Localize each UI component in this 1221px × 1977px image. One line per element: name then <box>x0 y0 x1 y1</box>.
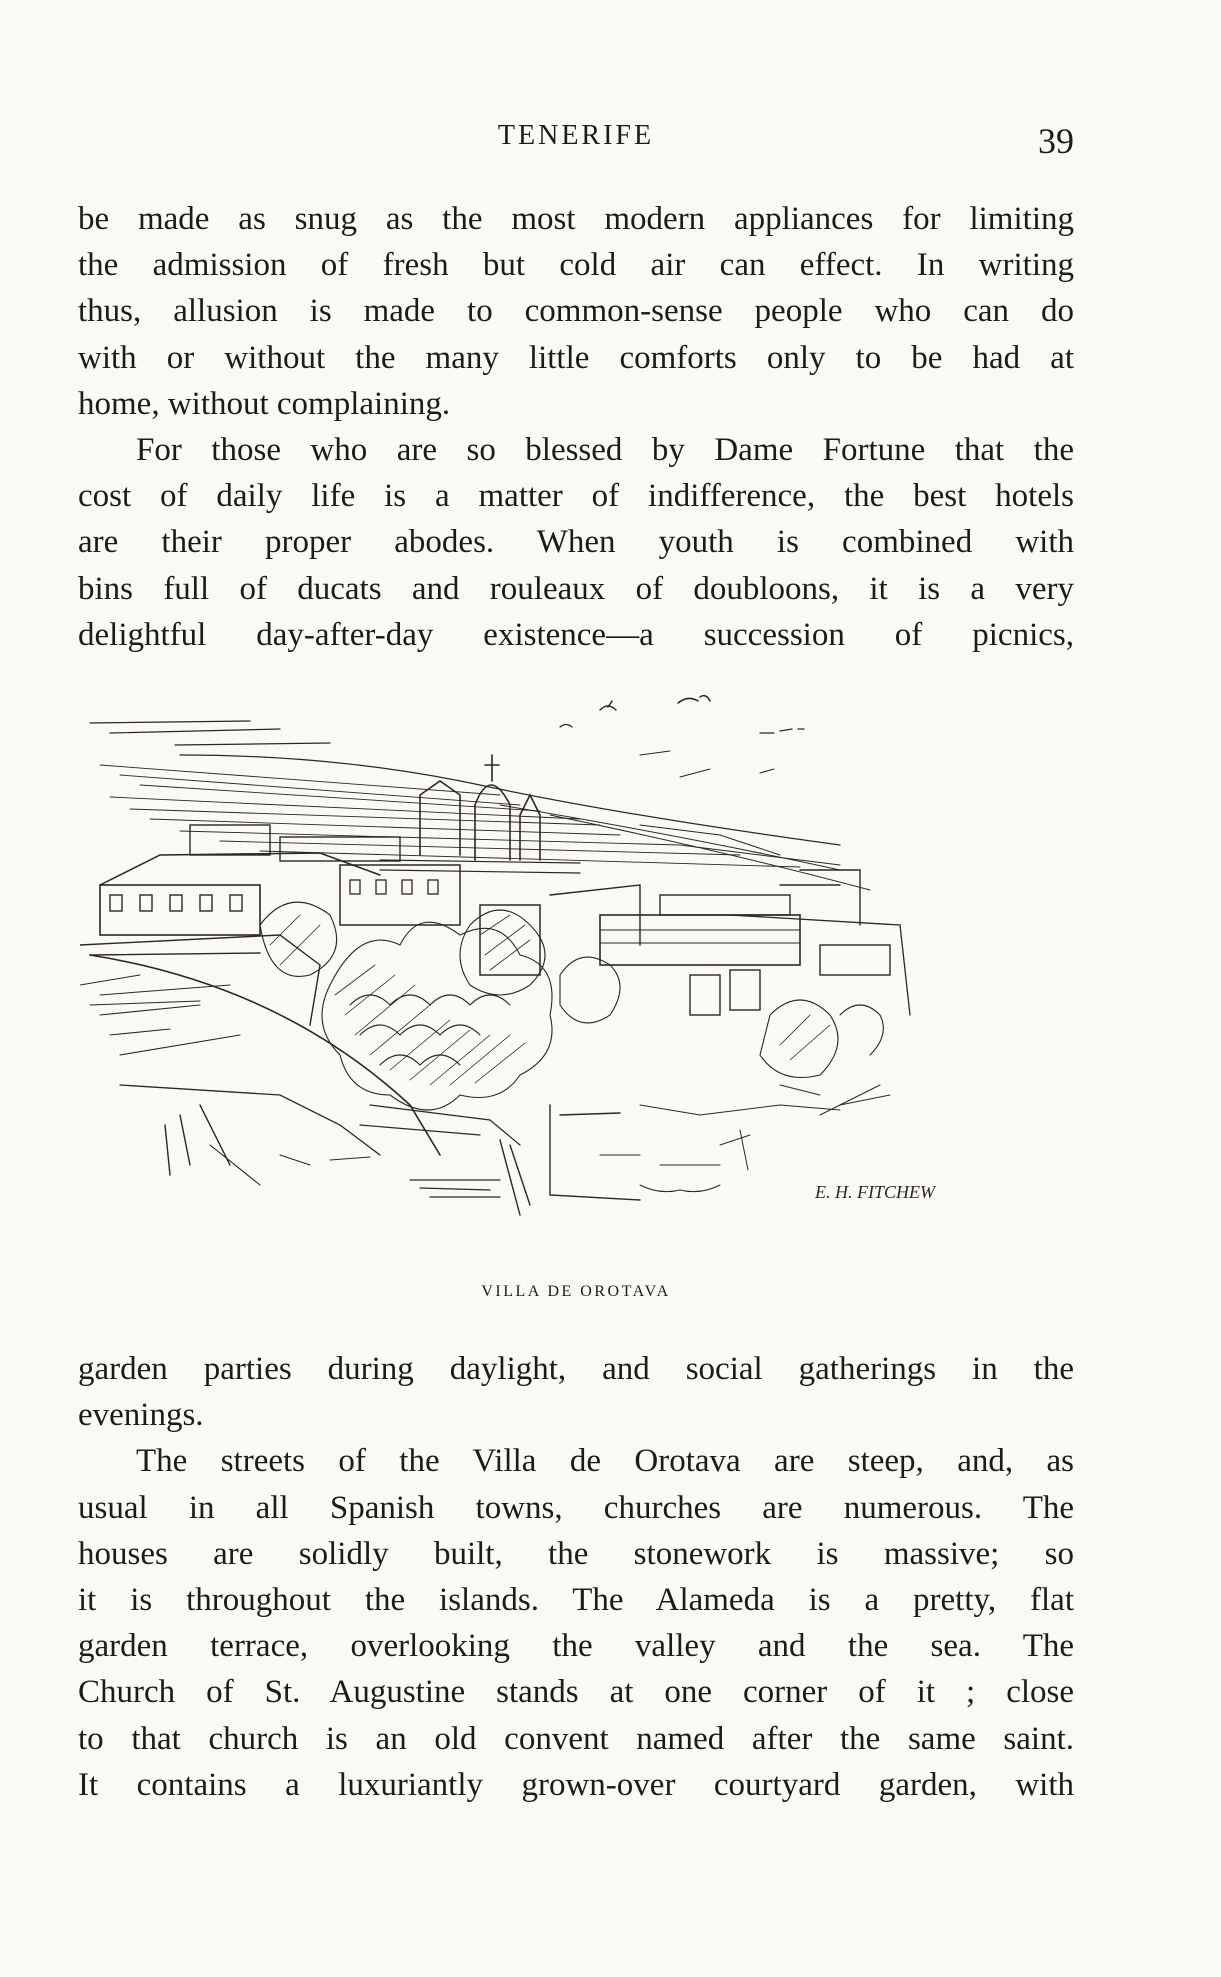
text-line: to that church is an old convent named after the same saint. <box>78 1720 1074 1757</box>
illustration-villa-de-orotava <box>80 685 1060 1285</box>
text-line: For those who are so blessed by Dame Fortune that the <box>136 431 1074 468</box>
text-line: It contains a luxuriantly grown-over courtyard garden, with <box>78 1766 1074 1803</box>
text-block-bottom <box>78 1346 1074 1808</box>
text-block-top <box>78 196 1074 658</box>
page-header <box>78 118 1074 168</box>
text-line: bins full of ducats and rouleaux of doubloons, it is a very <box>78 570 1074 607</box>
text-line: Church of St. Augustine stands at one corner of it ; close <box>78 1674 1074 1711</box>
text-line: evenings. <box>78 1397 204 1434</box>
text-line: garden terrace, overlooking the valley and the sea. The <box>78 1628 1074 1665</box>
text-line: delightful day-after-day existence—a succession of picnics, <box>78 616 1074 653</box>
text-line: usual in all Spanish towns, churches are numerous. The <box>78 1489 1074 1526</box>
text-line: with or without the many little comforts only to be had at <box>78 339 1074 376</box>
text-line: garden parties during daylight, and social gatherings in the <box>78 1351 1074 1387</box>
text-line: thus, allusion is made to common-sense people who can do <box>78 293 1074 330</box>
figure-caption: VILLA DE OROTAVA <box>481 1283 671 1300</box>
text-line: be made as snug as the most modern appliances for limiting <box>78 201 1074 237</box>
etching-drawing <box>80 685 1060 1285</box>
text-line: the admission of fresh but cold air can effect. In writing <box>78 247 1074 284</box>
text-line: The streets of the Villa de Orotava are steep, and, as <box>136 1443 1074 1480</box>
text-line: home, without complaining. <box>78 385 451 422</box>
text-line: cost of daily life is a matter of indifference, the best hotels <box>78 478 1074 515</box>
text-line: it is throughout the islands. The Alameda is a pretty, flat <box>78 1581 1074 1618</box>
text-line: houses are solidly built, the stonework is massive; so <box>78 1535 1074 1572</box>
artist-signature: E. H. FITCHEW <box>815 1182 935 1202</box>
page-number: 39 <box>1038 121 1074 161</box>
running-head: TENERIFE <box>497 120 655 151</box>
text-line: are their proper abodes. When youth is combined with <box>78 524 1074 561</box>
